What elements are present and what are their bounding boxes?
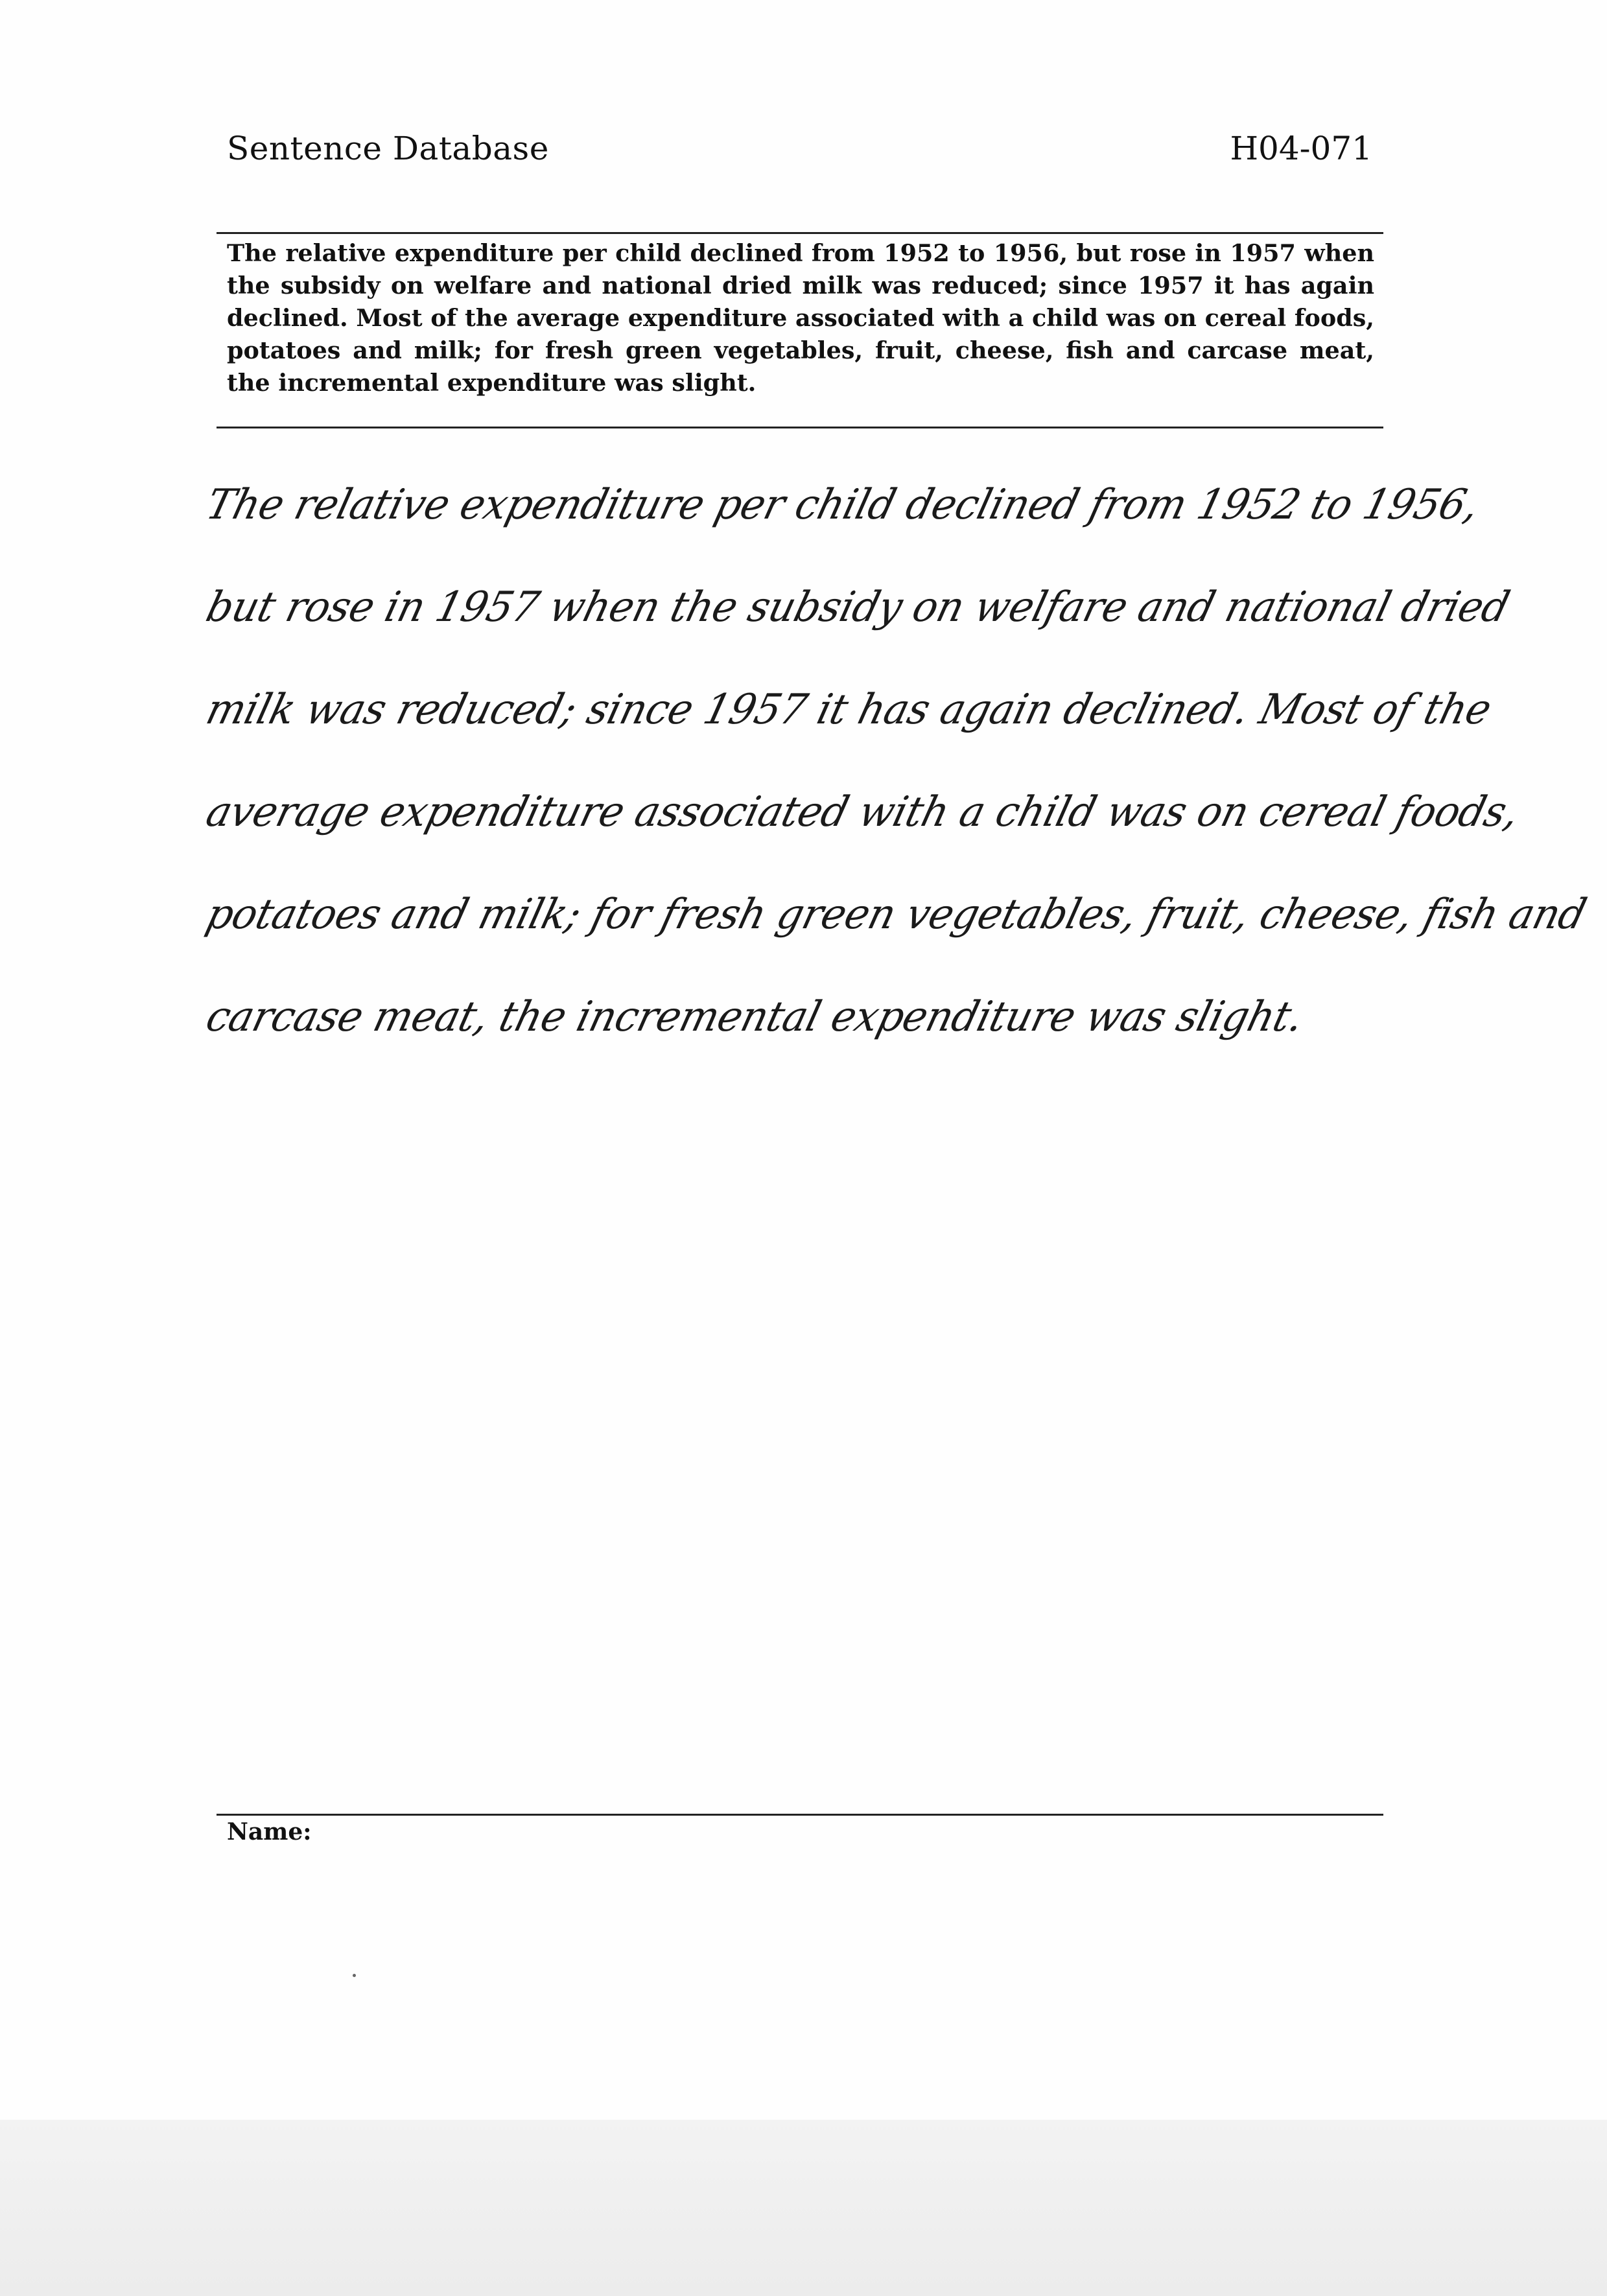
printed-prompt-text: The relative expenditure per child declined from 1952 to 1956, but rose in 1957 when the subsidy on welfare and national dried milk was reduced; since 1957 it has again declined. Most of the average expenditure associated with a child was on cereal foods, potatoes and milk; for fresh green vegetables, fruit, cheese, fish and carcase meat, the incremental expenditure was slight. — [227, 239, 1374, 397]
name-label: Name: — [227, 1818, 312, 1845]
handwritten-line: average expenditure associated with a child was on cereal foods, — [201, 788, 1524, 836]
handwritten-line: but rose in 1957 when the subsidy on welfare and national dried — [201, 583, 1514, 631]
prompt-divider — [217, 427, 1383, 428]
top-divider — [217, 232, 1383, 234]
handwritten-line: milk was reduced; since 1957 it has again declined. Most of the — [201, 686, 1496, 734]
form-id: H04-071 — [1230, 130, 1372, 167]
database-title: Sentence Database — [227, 130, 549, 167]
scan-speck — [353, 1974, 356, 1977]
name-divider — [217, 1814, 1383, 1816]
scan-edge — [0, 2120, 1607, 2296]
handwritten-line: The relative expenditure per child declined from 1952 to 1956, — [201, 481, 1484, 529]
handwriting-area — [201, 454, 1591, 1068]
handwritten-line: carcase meat, the incremental expenditure was slight. — [201, 993, 1309, 1041]
handwritten-line: potatoes and milk; for fresh green vegetables, fruit, cheese, fish and — [201, 891, 1591, 939]
